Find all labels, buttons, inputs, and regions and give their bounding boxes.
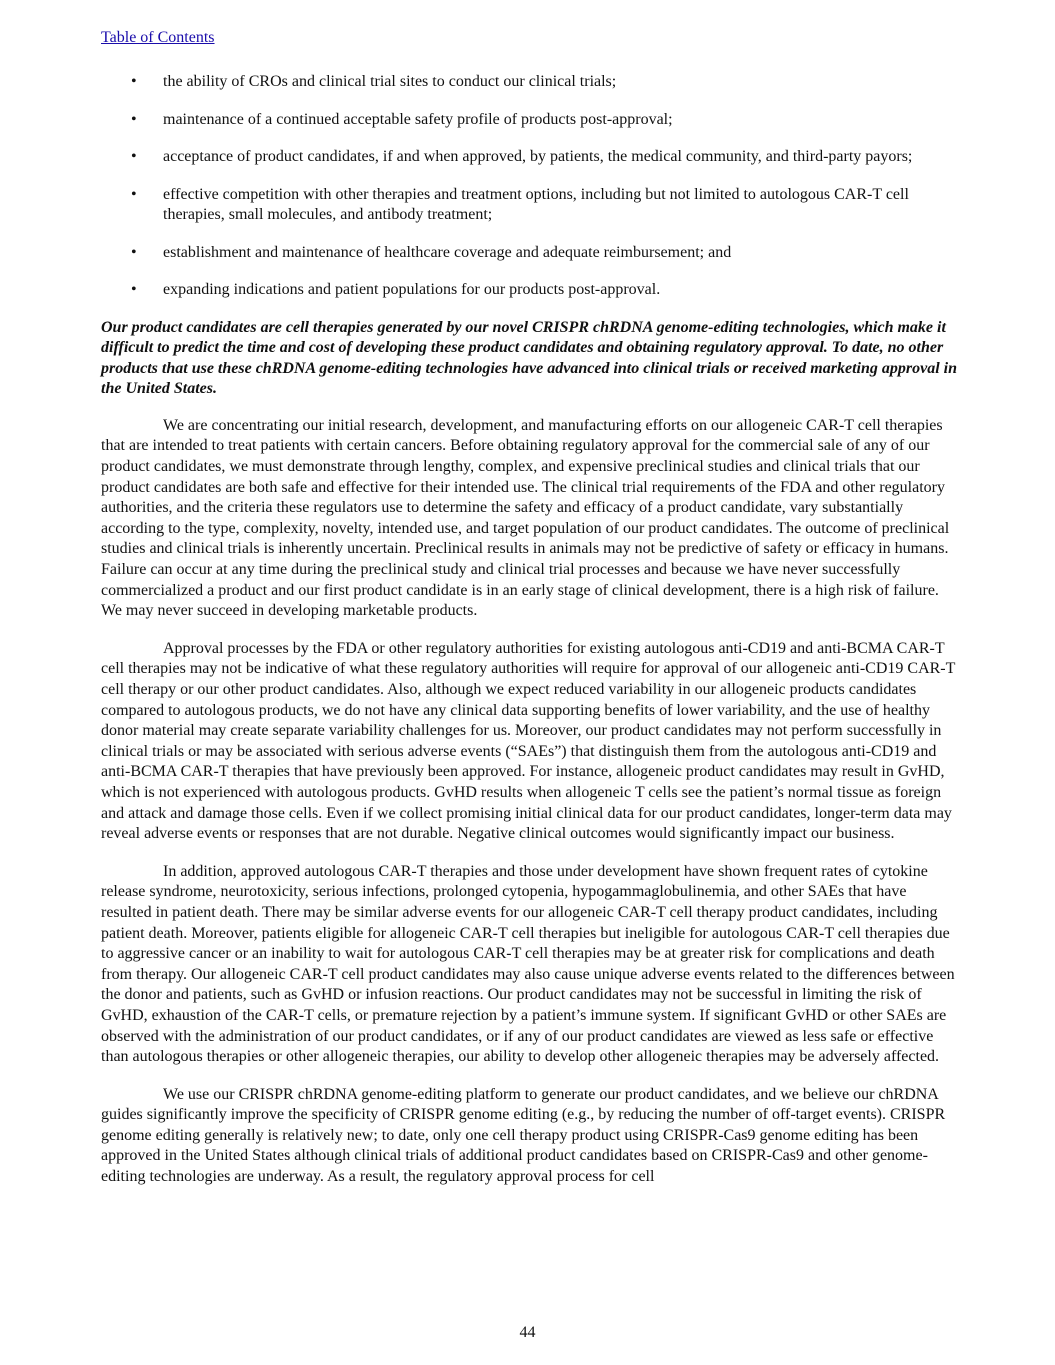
bullet-icon: •	[131, 243, 137, 261]
bullet-text: establishment and maintenance of healthcare coverage and adequate reimbursement; and	[163, 243, 732, 261]
list-item	[101, 185, 957, 226]
body-paragraph: We are concentrating our initial research, development, and manufacturing efforts on our allogeneic CAR-T cell therapies that are intended to treat patients with certain cancers. Before obtaining regulatory approval for the commercial sale of any of our product candidates, we must demonstrate through lengthy, complex, and expensive preclinical studies and clinical trials that our product candidates are both safe and effective for their intended use. The clinical trial requirements of the FDA and other regulatory authorities, and the criteria these regulators use to determine the safety and efficacy of a product candidate, vary substantially according to the type, complexity, novelty, intended use, and target population of our product candidates. The outcome of preclinical studies and clinical trials is inherently uncertain. Preclinical results in animals may not be predictive of safety or efficacy in humans. Failure can occur at any time during the preclinical study and clinical trial processes and because we have never successfully commercialized a product and our first product candidate is in an early stage of clinical development, there is a high risk of failure. We may never succeed in developing marketable products.	[101, 416, 950, 620]
list-item	[101, 72, 957, 93]
bullet-text: maintenance of a continued acceptable safety profile of products post-approval;	[163, 110, 673, 128]
bullet-icon: •	[131, 185, 137, 203]
body-paragraph: Approval processes by the FDA or other regulatory authorities for existing autologous anti-CD19 and anti-BCMA CAR-T cell therapies may not be indicative of what these regulatory authorities will require for approval of our allogeneic anti-CD19 CAR-T cell therapy or our other product candidates. Also, although we expect reduced variability in our allogeneic products candidates compared to autologous products, we do not have any clinical data supporting benefits of lower variability, and the use of healthy donor material may create separate variability challenges for us. Moreover, our product candidates may not perform successfully in clinical trials or may be associated with serious adverse events (“SAEs”) that distinguish them from the autologous anti-CD19 and anti-BCMA CAR-T therapies that have previously been approved. For instance, allogeneic product candidates may result in GvHD, which is not experienced with autologous products. GvHD results when allogeneic T cells see the patient’s normal tissue as foreign and attack and damage those cells. Even if we collect promising initial clinical data for our product candidates, longer-term data may reveal adverse events or responses that are not durable. Negative clinical outcomes would significantly impact our business.	[101, 639, 956, 843]
table-of-contents-link[interactable]: Table of Contents	[101, 29, 215, 46]
document-page	[101, 28, 957, 1205]
bullet-icon: •	[131, 110, 137, 128]
list-item	[101, 147, 957, 168]
list-item	[101, 110, 957, 131]
bullet-text: effective competition with other therapies and treatment options, including but not limited to autologous CAR-T cell therapies, small molecules, and antibody treatment;	[163, 185, 909, 223]
bullet-text: the ability of CROs and clinical trial sites to conduct our clinical trials;	[163, 73, 617, 90]
risk-factor-bullet-list	[101, 72, 957, 301]
list-item	[101, 243, 957, 264]
body-paragraph: We use our CRISPR chRDNA genome-editing platform to generate our product candidates, and we believe our chRDNA guides significantly improve the specificity of CRISPR genome editing (e.g., by reducing the number of off-target events). CRISPR genome editing generally is relatively new; to date, only one cell therapy product using CRISPR-Cas9 genome editing has been approved in the United States although clinical trials of additional product candidates based on CRISPR-Cas9 and other genome-editing technologies are underway. As a result, the regulatory approval process for cell	[101, 1085, 946, 1186]
bullet-icon: •	[131, 73, 137, 90]
bullet-icon: •	[131, 281, 137, 298]
list-item	[101, 280, 957, 301]
section-heading: Our product candidates are cell therapies generated by our novel CRISPR chRDNA genome-editing technologies, which make it difficult to predict the time and cost of developing these product candidates and obtaining regulatory approval. To date, no other products that use these chRDNA genome-editing technologies have advanced into clinical trials or received marketing approval in the United States.	[101, 318, 957, 398]
bullet-icon: •	[131, 148, 137, 165]
bullet-text: acceptance of product candidates, if and when approved, by patients, the medical community, and third-party payors;	[163, 148, 913, 165]
page-number: 44	[519, 1324, 536, 1341]
bullet-text: expanding indications and patient populations for our products post-approval.	[163, 281, 661, 298]
body-paragraph: In addition, approved autologous CAR-T therapies and those under development have shown frequent rates of cytokine release syndrome, neurotoxicity, serious infections, prolonged cytopenia, hypogammaglobulinemia, and other SAEs that have resulted in patient death. There may be similar adverse events for our allogeneic CAR-T cell therapy product candidates, including patient death. Moreover, patients eligible for allogeneic CAR-T cell therapies but ineligible for autologous CAR-T cell therapies due to aggressive cancer or an inability to wait for autologous CAR-T cell therapies may be at greater risk for complications and death from therapy. Our allogeneic CAR-T cell product candidates may also cause unique adverse events related to the differences between the donor and patients, such as GvHD or infusion reactions. Our product candidates may not be successful in limiting the risk of GvHD, exhaustion of the CAR-T cells, or premature rejection by a patient’s immune system. If significant GvHD or other SAEs are observed with the administration of our product candidates, or if any of our product candidates are viewed as less safe or effective than autologous therapies or other allogeneic therapies, our ability to develop other allogeneic therapies may be adversely affected.	[101, 862, 955, 1066]
